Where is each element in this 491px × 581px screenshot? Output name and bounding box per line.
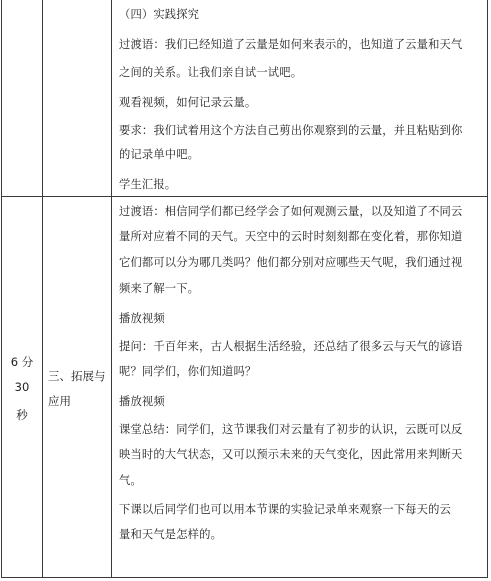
requirement-line-2: 的记录单中吧。 <box>119 148 200 161</box>
time-seconds-unit: 秒 <box>16 408 28 422</box>
time-seconds-value: 30 <box>14 380 30 394</box>
lesson-plan-table <box>1 0 488 578</box>
transition-para-line-3: 它们都可以分为哪几类吗？他们都分别对应哪些天气呢，我们通过视 <box>119 256 463 269</box>
summary-line-3: 气。 <box>119 474 142 487</box>
play-video-2: 播放视频 <box>119 395 165 408</box>
time-minutes: 6 分 <box>10 355 34 369</box>
summary-line-2: 映当时的大气状态，又可以预示未来的天气变化，因此常用来判断天 <box>119 448 463 461</box>
question-line-1: 提问：千百年来，古人根据生活经验，还总结了很多云与天气的谚语 <box>119 340 463 353</box>
stage-title-line-2: 应用 <box>48 394 71 408</box>
section-heading: （四）实践探究 <box>119 8 200 21</box>
transition-line-1: 过渡语：我们已经知道了云量是如何来表示的，也知道了云量和天气 <box>119 38 463 51</box>
transition-para-line-4: 频来了解一下。 <box>119 282 200 295</box>
row-divider <box>2 196 487 197</box>
summary-line-1: 课堂总结：同学们，这节课我们对云量有了初步的认识，云既可以反 <box>119 423 463 436</box>
transition-para-line-1: 过渡语：相信同学们都已经学会了如何观测云量，以及知道了不同云 <box>119 205 463 218</box>
transition-para-line-2: 量所对应着不同的天气。天空中的云时时刻刻都在变化着，那你知道 <box>119 230 463 243</box>
transition-line-2: 之间的关系。让我们亲自试一试吧。 <box>119 66 303 79</box>
column-divider-time <box>42 0 43 577</box>
requirement-line-1: 要求：我们试着用这个方法自己剪出你观察到的云量，并且粘贴到你 <box>119 124 463 137</box>
homework-line-2: 量和天气是怎样的。 <box>119 528 223 541</box>
column-divider-stage <box>111 0 112 577</box>
student-report: 学生汇报。 <box>119 178 177 191</box>
homework-line-1: 下课以后同学们也可以用本节课的实验记录单来观察一下每天的云 <box>119 503 451 516</box>
stage-title-line-1: 三、拓展与 <box>48 369 106 383</box>
play-video-1: 播放视频 <box>119 312 165 325</box>
question-line-2: 呢？同学们，你们知道吗？ <box>119 365 257 378</box>
video-instruction: 观看视频，如何记录云量。 <box>119 96 257 109</box>
